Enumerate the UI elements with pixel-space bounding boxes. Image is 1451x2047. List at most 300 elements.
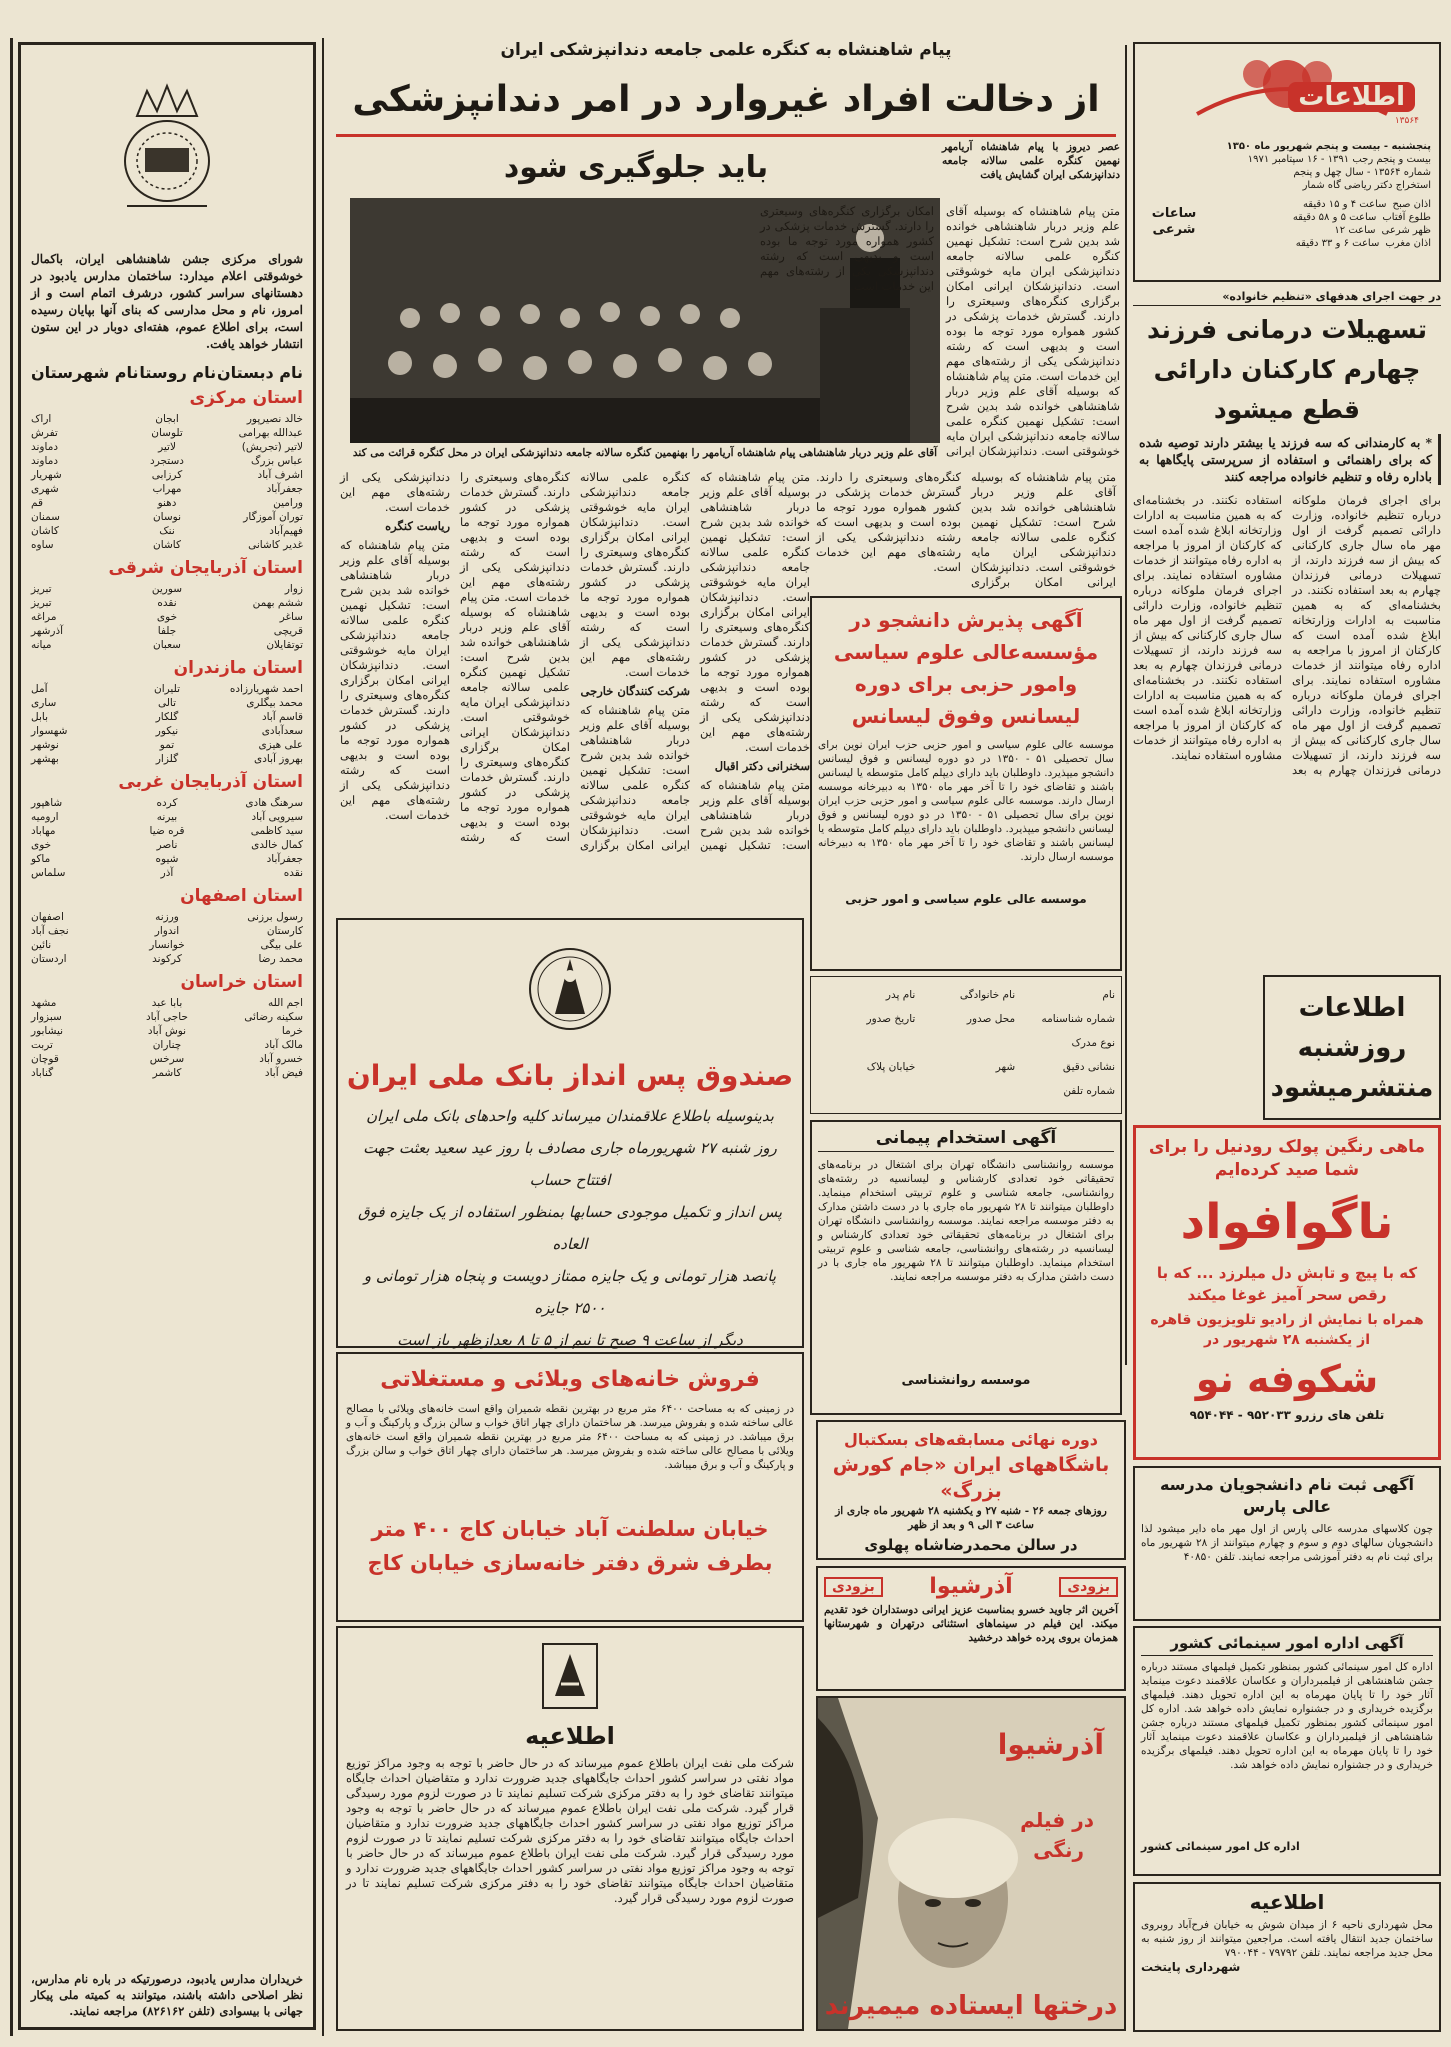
form-field-label: شماره شناسنامه <box>1041 1013 1115 1025</box>
school-name: محمد رضا <box>258 953 303 965</box>
azarshiva-ad <box>816 1566 1126 1691</box>
schools-intro: شورای مرکزی جشن شاهنشاهی ایران، باکمال خوشوقتی اعلام میدارد: ساختمان مدارس یادبود در دهستانهای سراسر کشور، درشرف اتمام است و از امروز، نام و محل مدارسی که بنای آنها بپایان رسیده است، برای اطلاع عموم، هفته‌ای دوبار در این ستون انتشار خواهد یافت. <box>31 252 303 351</box>
city-name: ساری <box>31 697 57 709</box>
village-name: ابجان <box>155 413 179 425</box>
weekly-notice-text: اطلاعات روزشنبه منتشرمیشود <box>1270 992 1434 1103</box>
city-name: مهاباد <box>31 825 56 837</box>
school-row <box>31 582 303 596</box>
village-name: خوانسار <box>149 939 185 951</box>
azarshiva-text: آخرین اثر جاوید خسرو بمناسبت عزیز ایرانی دوستداران خود تقدیم میکند. این فیلم در سینماهای استثنائی درتهران و شهرستانها همزمان بروی پرده خواهد درخشید <box>824 1604 1118 1644</box>
village-name: ورزنه <box>155 911 179 923</box>
village-name: بابا عبد <box>151 997 183 1009</box>
cinema-office-body-text-2: اداره کل امور سینمائی کشور بمنظور تکمیل فیلمهای مستند درباره جشن شاهنشاهی از فیلمبرداران و عکاسان علاقمند دعوت مینماید آثار خود را تا پایان مهرماه به این اداره تحویل دهند. فیلمهای برگزیده خریداری و در جشنواره نمایش داده خواهد شد. <box>1141 1703 1433 1771</box>
header-school: نام دبستان <box>216 363 303 382</box>
village-name: جلفا <box>157 625 177 637</box>
villas-address-2: بطرف شرق دفتر خانه‌سازی خیابان کاج <box>367 1551 773 1575</box>
lead-red-rule <box>336 134 1116 137</box>
prayer-time-row <box>1205 198 1431 211</box>
bank-line-3: پس انداز و تکمیل موجودی حسابها بمنظور استفاده از یک جایزه فوق العاده <box>357 1203 783 1253</box>
prayer-time-label: ظهر شرعی <box>1381 225 1431 236</box>
prayer-time-value: ساعت ۶ و ۳۳ دقیقه <box>1295 238 1380 249</box>
pars-ad <box>1133 1466 1441 1621</box>
poster-title: درختها ایستاده میمیرند <box>824 1991 1118 2021</box>
family-body-text: برای اجرای فرمان ملوکانه درباره تنظیم خانواده، وزارت دارائی تصمیم گرفت از اول مهر ماه سال جاری کارکنانی که بیش از سه فرزند دارند، از تسهیلات درمانی فرزندان چهارم به بعد استفاده نکنند. در بخشنامه‌ای که به همین مناسبت به ادارات وزارتخانه ابلاغ شده آمده است که کارکنان از امروز با مراجعه به اداره رفاه میتوانند از خدمات مشاوره استفاده نمایند. <box>1292 493 1441 687</box>
city-name: تبریز <box>31 583 52 595</box>
schools-table-header <box>27 363 307 382</box>
province-title: استان اصفهان <box>180 886 303 906</box>
school-name: قریچی <box>273 625 303 637</box>
school-name: ششم بهمن <box>252 597 303 609</box>
village-name: تلوسان <box>151 427 183 439</box>
city-name: سمنان <box>31 511 60 523</box>
city-name: شاهپور <box>31 797 63 809</box>
film-ad <box>1133 1125 1441 1460</box>
lead-body-col-2: متن پیام شاهنشاه که بوسیله آقای علم وزیر دربار شاهنشاهی خوانده شد بدین شرح است: تشکیل نهمین کنگره علمی سالانه جامعه دندانپزشکی ایران مایه خوشوقتی است. دندانپزشکان ایرانی امکان برگزاری کنگره‌های وسیعتری را دارند. گسترش خدمات پزشکی در کشور همواره مورد توجه ما بوده است و بدیهی است که رشته دندانپزشکی یکی از رشته‌های مهم این خدمات است. <box>580 470 810 852</box>
school-row <box>31 696 303 710</box>
family-body <box>1133 493 1441 963</box>
lead-body-columns <box>340 470 810 910</box>
school-name: علی بیگی <box>260 939 303 951</box>
school-row <box>31 524 303 538</box>
village-name: سعبان <box>153 639 181 651</box>
school-row <box>31 910 303 924</box>
lead-intro: عصر دیروز با پیام شاهنشاه آریامهر نهمین کنگره علمی سالانه جامعه دندانپزشکی ایران گشایش یافت <box>942 141 1120 181</box>
village-name: تلیران <box>154 683 180 695</box>
school-row <box>31 624 303 638</box>
school-row <box>31 510 303 524</box>
prayer-time-value: ساعت ۴ و ۱۵ دقیقه <box>1302 199 1387 210</box>
school-row <box>31 752 303 766</box>
form-field-label: شماره تلفن <box>1063 1085 1115 1097</box>
employment-ad <box>810 1120 1122 1415</box>
school-row <box>31 638 303 652</box>
school-name: قاسم آباد <box>261 711 303 723</box>
lead-body-text-2: متن پیام شاهنشاه که بوسیله آقای علم وزیر دربار شاهنشاهی خوانده شد بدین شرح است: تشکیل نهمین کنگره علمی سالانه جامعه دندانپزشکی ایران مایه خوشوقتی است. دندانپزشکان ایرانی امکان برگزاری کنگره‌های وسیعتری را دارند. گسترش خدمات پزشکی در کشور همواره مورد توجه ما بوده است و بدیهی است که رشته دندانپزشکی یکی از رشته‌های مهم این خدمات است. <box>760 204 1120 458</box>
form-row <box>817 1079 1115 1103</box>
lead-body-col-4: متن پیام شاهنشاه که بوسیله آقای علم وزیر دربار شاهنشاهی خوانده شد بدین شرح است: تشکیل نهمین کنگره علمی سالانه جامعه دندانپزشکی ایران مایه خوشوقتی است. دندانپزشکان ایرانی امکان برگزاری کنگره‌های وسیعتری را دارند. گسترش خدمات پزشکی در کشور همواره مورد توجه ما بوده است و بدیهی است که رشته دندانپزشکی یکی از رشته‌های مهم این خدمات است. <box>340 470 570 844</box>
poster-sub-1: در فیلم <box>1020 1808 1094 1832</box>
village-name: کرکوند <box>152 953 182 965</box>
school-name: سید کاظمی <box>250 825 303 837</box>
prayer-time-value: ساعت ۱۲ <box>1334 225 1376 236</box>
form-field-label: محل صدور <box>966 1013 1016 1025</box>
school-row <box>31 496 303 510</box>
villas-body-text: در زمینی که به مساحت ۶۴۰۰ متر مربع در بهترین نقطه شمیران واقع است خانه‌های ویلائی با مصالح عالی ساخته شده و بفروش میرسد. هر ساختمان دارای چهار اتاق خواب و سالن بزرگ و پارکینگ و آب و برق میباشد. <box>346 1403 794 1443</box>
prayer-time-row <box>1205 224 1431 237</box>
school-row <box>31 1024 303 1038</box>
azarshiva-header <box>824 1574 1118 1599</box>
municipality-title: اطلاعیه <box>1249 1890 1325 1914</box>
school-name: خرما <box>281 1025 303 1037</box>
province-title: استان مرکزی <box>189 388 303 408</box>
celebration-emblem <box>27 51 307 251</box>
village-name: چناران <box>152 1039 182 1051</box>
pars-title: آگهی ثبت نام دانشجویان مدرسه عالی پارس <box>1159 1475 1415 1516</box>
village-name: بیرنه <box>156 811 178 823</box>
school-row <box>31 610 303 624</box>
logo-number: ۱۳۵۶۴ <box>1394 116 1419 126</box>
cinema-office-body <box>1141 1660 1433 1840</box>
bank-line-5: دیگر از ساعت ۹ صبح تا نیم از ۵ تا ۸ بعدازظهر باز است <box>397 1331 743 1349</box>
village-name: دستجرد <box>150 455 184 467</box>
lead-body-col-5: متن پیام شاهنشاه که بوسیله آقای علم وزیر دربار شاهنشاهی خوانده شد بدین شرح است: تشکیل نهمین کنگره علمی سالانه جامعه دندانپزشکی ایران مایه خوشوقتی است. دندانپزشکان ایرانی امکان برگزاری کنگره‌های وسیعتری را دارند. گسترش خدمات پزشکی در کشور همواره مورد توجه ما بوده است و بدیهی است که رشته دندانپزشکی یکی از رشته‌های مهم این خدمات است. <box>340 538 450 822</box>
city-name: مراغه <box>31 611 57 623</box>
admission-body-text: موسسه عالی علوم سیاسی و امور حزبی حزب ایران نوین برای سال تحصیلی ۵۱ - ۱۳۵۰ در دو دوره لیسانس و فوق لیسانس دانشجو میپذیرد. داوطلبان باید دارای دیپلم کامل متوسطه یا لیسانس باشند و تقاضای خود را تا آخر مهر ماه ۱۳۵۰ به دبیرخانه موسسه ارسال دارند. <box>818 739 1115 807</box>
city-name: دماوند <box>31 455 59 467</box>
cinema-office-signature: اداره کل امور سینمائی کشور <box>1141 1840 1300 1853</box>
cinema-office-body-text: اداره کل امور سینمائی کشور بمنظور تکمیل فیلمهای مستند درباره جشن شاهنشاهی از فیلمبرداران و عکاسان علاقمند دعوت مینماید آثار خود را تا پایان مهرماه به این اداره تحویل دهند. فیلمهای برگزیده خریداری و در جشنواره نمایش داده خواهد شد. <box>1141 1661 1434 1715</box>
school-name: عباس بزرگ <box>251 455 303 467</box>
column-divider-right <box>1125 45 1127 1365</box>
city-name: بابل <box>31 711 48 723</box>
basketball-venue: در سالن محمدرضاشاه پهلوی <box>864 1536 1078 1554</box>
film-detail: همراه با نمایش از رادیو تلویزیون قاهره از یکشنبه ۲۸ شهریور در <box>1150 1312 1424 1348</box>
city-name: نیشابور <box>31 1025 64 1037</box>
village-name: کرزابی <box>151 469 183 481</box>
city-name: اردستان <box>31 953 67 965</box>
province-title: استان خراسان <box>180 972 303 992</box>
school-name: ساغر <box>279 611 303 623</box>
form-field-label: نشانی دقیق <box>1062 1061 1115 1073</box>
admission-form-rows <box>817 983 1115 1103</box>
family-lead: * به کارمندانی که سه فرزند یا بیشتر دارند توصیه شده که برای راهنمائی و استفاده از سرپرستی پایگاهها به باداره رفاه و تنظیم خانواده مراجعه کنند <box>1133 434 1441 485</box>
city-name: کاشان <box>31 525 59 537</box>
logo-text: اطلاعات <box>1288 82 1415 112</box>
school-name: کارستان <box>266 925 303 937</box>
prayer-time-label: اذان مغرب <box>1385 238 1431 249</box>
basketball-line-1: دوره نهائی مسابقه‌های بسکتبال <box>843 1430 1099 1449</box>
school-name: کمال خالدی <box>251 839 303 851</box>
villas-title: فروش خانه‌های ویلائی و مستغلاتی <box>380 1367 760 1392</box>
bank-line-1: بدینوسیله باطلاع علاقمندان میرساند کلیه واحدهای بانک ملی ایران <box>366 1107 774 1125</box>
city-name: قم <box>31 497 44 509</box>
prayer-time-label: اذان صبح <box>1392 199 1431 210</box>
village-name: سرخس <box>149 1053 185 1065</box>
school-row <box>31 440 303 454</box>
city-name: مشهد <box>31 997 57 1009</box>
province-title: استان مازندران <box>173 658 303 678</box>
film-title: ناگوافواد <box>1180 1194 1394 1250</box>
village-name: نوسان <box>152 511 182 523</box>
nioc-emblem-icon <box>535 1636 605 1716</box>
column-divider-left <box>322 38 324 2036</box>
lead-body-tail-text: متن پیام شاهنشاه که بوسیله آقای علم وزیر دربار شاهنشاهی خوانده شد بدین شرح است: تشکیل نهمین کنگره علمی سالانه جامعه دندانپزشکی ایران مایه خوشوقتی است. دندانپزشکان ایرانی امکان برگزاری کنگره‌های وسیعتری را دارند. گسترش خدمات پزشکی در کشور همواره مورد توجه ما بوده است و بدیهی است که رشته دندانپزشکی یکی از رشته‌های مهم این خدمات است. <box>816 470 1116 589</box>
village-name: نیکور <box>155 725 179 737</box>
school-name: اجم الله <box>268 997 303 1009</box>
school-row <box>31 468 303 482</box>
school-name: لاتیر (تجریش) <box>241 441 303 453</box>
employment-title: آگهی استخدام پیمانی <box>818 1128 1114 1152</box>
city-name: شهسوار <box>31 725 68 737</box>
school-name: رسول برزنی <box>247 911 303 923</box>
masthead-logo-area <box>1135 44 1439 136</box>
school-name: خسرو آباد <box>259 1053 303 1065</box>
admission-body-text-2: موسسه عالی علوم سیاسی و امور حزبی حزب ایران نوین برای سال تحصیلی ۵۱ - ۱۳۵۰ در دو دوره لیسانس و فوق لیسانس دانشجو میپذیرد. داوطلبان باید دارای دیپلم کامل متوسطه یا لیسانس باشند و تقاضای خود را تا آخر مهر ماه ۱۳۵۰ به دبیرخانه موسسه ارسال دارند. <box>818 795 1115 863</box>
lead-body-right <box>760 204 1120 472</box>
school-name: سرهنگ هادی <box>245 797 303 809</box>
school-row <box>31 952 303 966</box>
city-name: نوشهر <box>31 739 59 751</box>
form-row <box>817 1055 1115 1079</box>
form-field-label <box>917 1031 1015 1055</box>
school-name: علی هیزی <box>258 739 303 751</box>
family-body-text-3: برای اجرای فرمان ملوکانه درباره تنظیم خانواده، وزارت دارائی تصمیم گرفت از اول مهر ماه سال جاری کارکنانی که بیش از سه فرزند دارند، از تسهیلات درمانی فرزندان چهارم به بعد استفاده نکنند. در بخشنامه‌ای که به همین مناسبت به ادارات وزارتخانه ابلاغ شده آمده است که کارکنان از امروز با مراجعه به اداره رفاه میتوانند از خدمات مشاوره استفاده نمایند. <box>1133 568 1282 762</box>
city-name: ساوه <box>31 539 54 551</box>
village-name: کاشان <box>153 539 181 551</box>
school-name: احمد شهریارزاده <box>229 683 303 695</box>
school-name: مالک آباد <box>264 1039 303 1051</box>
school-row <box>31 710 303 724</box>
oil-body-text-2: شرکت ملی نفت ایران باطلاع عموم میرساند که در حال حاضر با توجه به وجود مراکز توزیع مواد نفتی در سراسر کشور احداث جایگاههای جدید ضرورت ندارد و متقاضیان احداث جایگاه میتوانند تقاضای خود را به دفتر مرکزی شرکت تسلیم نمایند تا در صورت لزوم مورد رسیدگی قرار گیرد. <box>346 1801 795 1860</box>
village-name: ناصر <box>156 839 178 851</box>
cinema-office-title: آگهی اداره امور سینمائی کشور <box>1141 1634 1433 1656</box>
poster-sub-2: رنگی <box>1033 1838 1084 1862</box>
oil-body-text: شرکت ملی نفت ایران باطلاع عموم میرساند که در حال حاضر با توجه به وجود مراکز توزیع مواد نفتی در سراسر کشور احداث جایگاههای جدید ضرورت ندارد و متقاضیان احداث جایگاه میتوانند تقاضای خود را به دفتر مرکزی شرکت تسلیم نمایند تا در صورت لزوم مورد رسیدگی قرار گیرد. <box>346 1756 794 1815</box>
masthead-dates <box>1135 136 1439 196</box>
school-row <box>31 924 303 938</box>
oil-body <box>346 1756 794 1986</box>
city-name: میانه <box>31 639 52 651</box>
city-name: شهری <box>31 483 59 495</box>
school-row <box>31 482 303 496</box>
school-row <box>31 596 303 610</box>
photo-caption: آقای علم وزیر دربار شاهنشاهی پیام شاهنشاه آریامهر را بهنهمین کنگره سالانه جامعه دندانپزشکی ایران در محل کنگره قرائت می کند <box>352 447 938 459</box>
date-line: پنجشنبه - بیست و پنجم شهریور ماه ۱۳۵۰ <box>1226 141 1431 152</box>
date-line-2: بیست و پنجم رجب ۱۳۹۱ - ۱۶ سپتامبر ۱۹۷۱ <box>1247 154 1431 165</box>
village-name: مهراب <box>152 483 182 495</box>
school-row <box>31 938 303 952</box>
lead-body-tail <box>816 470 1116 590</box>
school-row <box>31 724 303 738</box>
city-name: دماوند <box>31 441 59 453</box>
school-name: جعفرآباد <box>266 483 303 495</box>
province-title: استان آذربایجان غربی <box>118 772 303 792</box>
school-row <box>31 796 303 810</box>
school-name: بهروز آبادی <box>254 753 303 765</box>
prayer-times-title: ساعات شرعی <box>1151 206 1197 237</box>
crown-emblem-icon <box>107 76 227 226</box>
employment-signature: موسسه روانشناسی <box>901 1373 1031 1388</box>
city-name: نجف آباد <box>31 925 69 937</box>
school-name: توتقایلان <box>266 639 303 651</box>
village-name: اندوار <box>154 925 180 937</box>
village-name: کرده <box>156 797 178 809</box>
school-row <box>31 810 303 824</box>
bank-logo <box>346 934 794 1044</box>
azarshiva-name: آذرشیوا <box>929 1574 1013 1599</box>
village-name: ننک <box>159 525 175 537</box>
village-name: شیوه <box>155 853 179 865</box>
oil-title: اطلاعیه <box>525 1722 615 1750</box>
basketball-line-2: باشگاههای ایران «جام کورش بزرگ» <box>832 1454 1110 1502</box>
city-name: تبریز <box>31 597 52 609</box>
school-row <box>31 1038 303 1052</box>
village-name: تالی <box>157 697 177 709</box>
city-name: ماکو <box>31 853 51 865</box>
province-title: استان آذربایجان شرقی <box>108 558 303 578</box>
school-name: توران آموزگار <box>243 511 303 523</box>
school-row <box>31 1066 303 1080</box>
school-name: اشرف آباد <box>257 469 303 481</box>
lead-body-text: متن پیام شاهنشاه که بوسیله آقای علم وزیر دربار شاهنشاهی خوانده شد بدین شرح است: تشکیل نهمین کنگره علمی سالانه جامعه دندانپزشکی ایران مایه خوشوقتی است. دندانپزشکان ایرانی امکان برگزاری کنگره‌های وسیعتری را دارند. گسترش خدمات پزشکی در کشور همواره مورد توجه ما بوده است و بدیهی است که رشته دندانپزشکی یکی از رشته‌های مهم این خدمات است. <box>946 204 1120 383</box>
sub-section-3: ریاست کنگره <box>385 519 450 533</box>
family-body-text-2: برای اجرای فرمان ملوکانه درباره تنظیم خانواده، وزارت دارائی تصمیم گرفت از اول مهر ماه سال جاری کارکنانی که بیش از سه فرزند دارند، از تسهیلات درمانی فرزندان چهارم به بعد استفاده نکنند. در بخشنامه‌ای که به همین مناسبت به ادارات وزارتخانه ابلاغ شده آمده است که کارکنان از امروز با مراجعه به اداره رفاه میتوانند از خدمات مشاوره استفاده نمایند. <box>1133 493 1441 777</box>
provinces-list <box>27 388 307 1080</box>
village-name: لاتیر <box>158 441 176 453</box>
village-name: نوش آباد <box>147 1025 187 1037</box>
lead-body-col-3: متن پیام شاهنشاه که بوسیله آقای علم وزیر دربار شاهنشاهی خوانده شد بدین شرح است: تشکیل نهمین کنگره علمی سالانه جامعه دندانپزشکی ایران مایه خوشوقتی است. دندانپزشکان ایرانی امکان برگزاری کنگره‌های وسیعتری را دارند. گسترش خدمات پزشکی در کشور همواره مورد توجه ما بوده است و بدیهی است که رشته دندانپزشکی یکی از رشته‌های مهم این خدمات است. <box>460 470 690 852</box>
admission-ad <box>810 596 1122 971</box>
soon-left: بزودی <box>824 1577 883 1597</box>
weekly-notice-box <box>1263 975 1441 1120</box>
header-city: نام شهرستان <box>31 363 139 382</box>
pars-body: چون کلاسهای مدرسه عالی پارس از اول مهر ماه دایر میشود لذا دانشجویان سالهای دوم و سوم و چهارم میتوانند از ۲۸ شهریور ماه برای ثبت نام به دفتر آموزشی مراجعه نمایند. تلفن ۴۰۸۵۰ <box>1141 1523 1434 1563</box>
city-name: تربت <box>31 1039 53 1051</box>
school-name: زوار <box>284 583 303 595</box>
village-name: دهنو <box>157 497 177 509</box>
village-name: تمو <box>159 739 175 751</box>
issue-line: شماره ۱۳۵۶۴ - سال چهل و پنجم <box>1293 167 1431 178</box>
village-name: حاجی آباد <box>146 1011 188 1023</box>
school-name: جعفرآباد <box>266 853 303 865</box>
school-name: نقده <box>283 867 303 879</box>
sub-section-2: سخنرانی دکتر اقبال <box>714 759 810 773</box>
school-row <box>31 412 303 426</box>
family-article <box>1133 288 1441 968</box>
city-name: قوچان <box>31 1053 59 1065</box>
school-name: سعدآبادی <box>261 725 303 737</box>
basketball-body: روزهای جمعه ۲۶ - شنبه ۲۷ و یکشنبه ۲۸ شهریور ماه جاری از ساعت ۳ الی ۹ و بعد از ظهر <box>835 1505 1107 1531</box>
admission-signature: موسسه عالی علوم سیاسی و امور حزبی <box>845 892 1087 906</box>
school-row <box>31 852 303 866</box>
school-row <box>31 454 303 468</box>
city-name: آمل <box>31 683 48 695</box>
form-field-label: شهر <box>995 1061 1016 1073</box>
city-name: بهشهر <box>31 753 59 765</box>
school-row <box>31 682 303 696</box>
bank-text <box>346 1100 794 1356</box>
prayer-time-label: طلوع آفتاب <box>1382 212 1431 223</box>
family-kicker: در جهت اجرای هدفهای «تنظیم خانواده» <box>1133 288 1441 306</box>
school-name: عبدالله بهرامی <box>238 427 303 439</box>
film-venue: شکوفه نو <box>1195 1357 1379 1401</box>
lead-body-col-1: متن پیام شاهنشاه که بوسیله آقای علم وزیر دربار شاهنشاهی خوانده شد بدین شرح است: تشکیل نهمین کنگره علمی سالانه جامعه دندانپزشکی ایران مایه خوشوقتی است. دندانپزشکان ایرانی امکان برگزاری کنگره‌های وسیعتری را دارند. گسترش خدمات پزشکی در کشور همواره مورد توجه ما بوده است و بدیهی است که رشته دندانپزشکی یکی از رشته‌های مهم این خدمات است. <box>700 470 810 754</box>
village-name: آذر <box>160 867 174 879</box>
soon-right: بزودی <box>1059 1577 1118 1597</box>
form-field-label: نام <box>1102 989 1115 1001</box>
school-name: محمد بیگلری <box>246 697 303 709</box>
city-name: شهریار <box>31 469 62 481</box>
cinema-office-ad <box>1133 1626 1441 1876</box>
school-row <box>31 738 303 752</box>
prayer-times-list <box>1205 198 1431 250</box>
village-name: نقده <box>157 597 177 609</box>
masthead <box>1133 42 1441 282</box>
bank-title: صندوق پس انداز بانک ملی ایران <box>346 1059 794 1092</box>
form-field-label: نام خانوادگی <box>959 989 1016 1001</box>
frame-left <box>10 38 13 2036</box>
employment-body <box>818 1158 1114 1373</box>
form-row <box>817 983 1115 1007</box>
prayer-time-row <box>1205 211 1431 224</box>
form-field-label: خیابان پلاک <box>866 1061 916 1073</box>
lead-headline: از دخالت افراد غیروارد در امر دندانپزشکی <box>352 79 1100 120</box>
form-row <box>817 1031 1115 1055</box>
employment-body-text-2: موسسه روانشناسی دانشگاه تهران برای اشتغال در برنامه‌های تحقیقاتی خود تعدادی کارشناس و لیسانسیه در رشته‌های روانشناسی، جامعه شناسی و علوم تربیتی استخدام مینماید. داوطلبان میتوانند تا ۲۸ شهریور ماه جاری با در دست داشتن مدارک به دفتر موسسه مراجعه نمایند. <box>818 1215 1114 1283</box>
schools-column <box>18 42 316 2030</box>
city-name: اصفهان <box>31 911 64 923</box>
bank-ad <box>336 918 804 1348</box>
bank-emblem-icon <box>525 934 615 1044</box>
school-name: سیرویی آباد <box>251 811 303 823</box>
school-row <box>31 838 303 852</box>
school-name: ورامین <box>273 497 303 509</box>
employment-body-text: موسسه روانشناسی دانشگاه تهران برای اشتغال در برنامه‌های تحقیقاتی خود تعدادی کارشناس و لیسانسیه در رشته‌های روانشناسی، جامعه شناسی و علوم تربیتی استخدام مینماید. داوطلبان میتوانند تا ۲۸ شهریور ماه جاری با در دست داشتن مدارک به دفتر موسسه مراجعه نمایند. <box>818 1159 1114 1227</box>
school-name: فیض آباد <box>264 1067 303 1079</box>
city-name: نائین <box>31 939 52 951</box>
sub-section-1: شرکت کنندگان خارجی <box>580 684 690 698</box>
village-name: قره ضیا <box>149 825 185 837</box>
poster-name: آذرشیوا <box>997 1728 1104 1761</box>
film-subtitle: که با پیچ و تابش دل میلرزد ... که با رقص سحر آمیز غوغا میکند <box>1156 1264 1418 1304</box>
city-name: تفرش <box>31 427 58 439</box>
school-row <box>31 824 303 838</box>
school-name: فهیم‌آباد <box>269 525 303 537</box>
city-name: سلماس <box>31 867 66 879</box>
prayer-time-value: ساعت ۵ و ۵۸ دقیقه <box>1292 212 1377 223</box>
schools-footer: خریداران مدارس یادبود، درصورتیکه در باره نام مدارس، نظر اصلاحی داشته باشند، میتوانند به کمیته ملی پیکار جهانی با بیسوادی (تلفن ۸۲۶۱۶۲) مراجعه نمایند. <box>31 1972 303 2018</box>
form-field-label <box>817 1031 915 1055</box>
prayer-time-row <box>1205 237 1431 250</box>
prayer-times <box>1135 196 1439 252</box>
villas-ad <box>336 1352 804 1622</box>
form-field-label <box>917 1079 1015 1103</box>
village-name: گلزار <box>155 753 179 765</box>
admission-body <box>818 738 1114 888</box>
city-name: آذرشهر <box>31 625 64 637</box>
school-name: غدیر کاشانی <box>248 539 303 551</box>
admission-headline: آگهی پذیرش دانشجو در مؤسسه‌عالی علوم سیاسی وامور حزبی برای دوره لیسانس وفوق لیسانس <box>833 608 1099 728</box>
form-field-label: تاریخ صدور <box>866 1013 916 1025</box>
bank-line-4: پانصد هزار تومانی و یک جایزه ممتاز دویست و پنجاه هزار تومانی و ۲۵۰۰ جایزه <box>363 1267 777 1317</box>
form-field-label: نوع مدرک <box>1071 1037 1115 1049</box>
oil-logo <box>346 1636 794 1716</box>
school-row <box>31 1010 303 1024</box>
school-name: سکینه رضائی <box>244 1011 303 1023</box>
admission-form <box>810 976 1122 1114</box>
city-name: اراک <box>31 413 52 425</box>
villas-address-1: خیابان سلطنت آباد خیابان کاج ۴۰۰ متر <box>371 1517 769 1541</box>
city-name: خوی <box>31 839 52 851</box>
municipality-body: محل شهرداری ناحیه ۶ از میدان شوش به خیابان فرح‌آباد روبروی ساختمان جدید انتقال یافته است. مراجعین میتوانند از روز شنبه به محل جدید مراجعه نمایند. تلفن ۷۹۷۹۲ - ۷۹۰۰۴۴ <box>1141 1919 1433 1959</box>
city-name: گناباد <box>31 1067 54 1079</box>
bank-line-2: روز شنبه ۲۷ شهریورماه جاری مصادف با روز عید سعید بعثت جهت افتتاح حساب <box>363 1139 777 1189</box>
school-row <box>31 1052 303 1066</box>
form-row <box>817 1007 1115 1031</box>
oil-notice <box>336 1626 804 2031</box>
oil-body-text-3: شرکت ملی نفت ایران باطلاع عموم میرساند که در حال حاضر با توجه به وجود مراکز توزیع مواد نفتی در سراسر کشور احداث جایگاههای جدید ضرورت ندارد و متقاضیان احداث جایگاه میتوانند تقاضای خود را به دفتر مرکزی شرکت تسلیم نمایند تا در صورت لزوم مورد رسیدگی قرار گیرد. <box>346 1846 794 1905</box>
film-kicker: ماهی رنگین پولک رودنیل را برای شما صید کرده‌ایم <box>1148 1137 1426 1180</box>
form-field-label: نام پدر <box>885 989 916 1001</box>
lead-kicker: پیام شاهنشاه به کنگره علمی جامعه دندانپزشکی ایران <box>500 40 952 60</box>
village-name: خوی <box>156 611 178 623</box>
municipality-notice <box>1133 1882 1441 2032</box>
village-name: سورین <box>151 583 183 595</box>
municipality-signature: شهرداری پایتخت <box>1141 1960 1241 1974</box>
village-name: کاشمر <box>152 1067 182 1079</box>
school-row <box>31 426 303 440</box>
lead-subhead: باید جلوگیری شود <box>503 150 769 185</box>
